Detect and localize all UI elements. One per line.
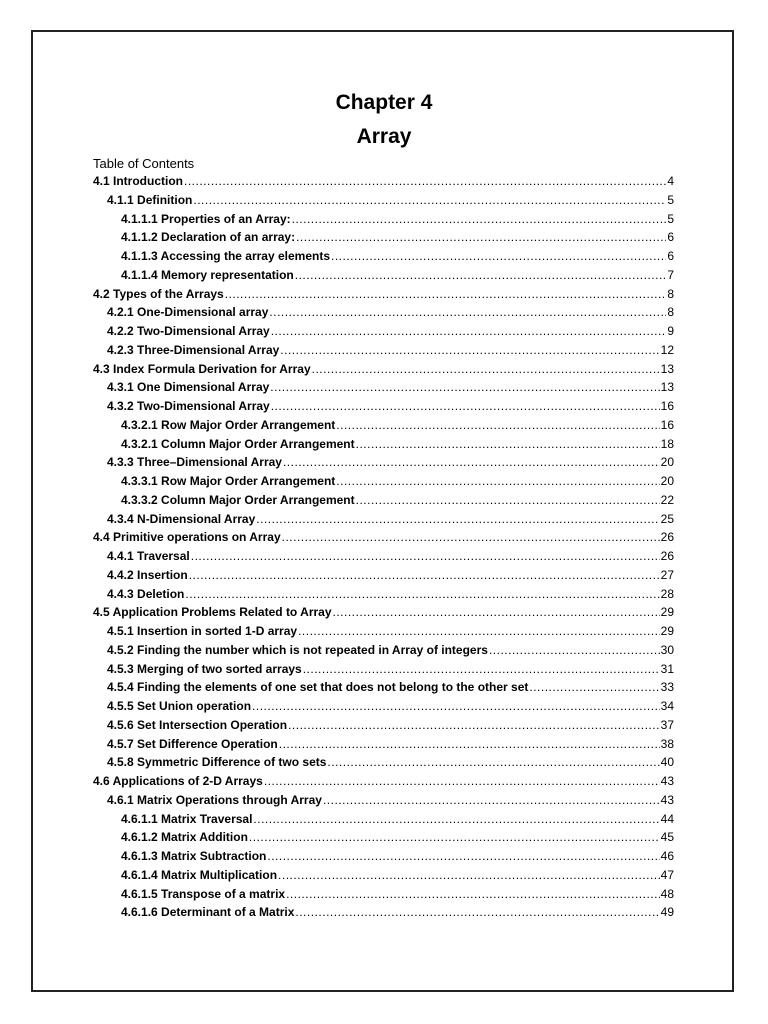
toc-page-number: 18: [660, 436, 674, 451]
toc-page-number: 43: [660, 774, 674, 788]
toc-dot-leader: [185, 587, 659, 601]
toc-entry-title: 4.5.8 Symmetric Difference of two sets: [107, 755, 327, 770]
toc-dot-leader: [529, 680, 659, 694]
toc-entry[interactable]: [93, 774, 674, 793]
toc-entry[interactable]: [93, 212, 674, 231]
toc-dot-leader: [303, 662, 660, 676]
toc-entry-title: 4.6.1.4 Matrix Multiplication: [121, 867, 278, 882]
toc-dot-leader: [269, 305, 666, 319]
toc-entry-title: 4.5.3 Merging of two sorted arrays: [107, 661, 302, 676]
toc-entry[interactable]: [93, 793, 674, 812]
toc-page-number: 16: [660, 417, 674, 432]
toc-dot-leader: [292, 212, 667, 226]
toc-dot-leader: [252, 699, 660, 713]
toc-entry-title: 4.5.2 Finding the number which is not repeated in Array of integers: [107, 642, 488, 657]
toc-entry-title: 4.1.1 Definition: [107, 192, 193, 207]
toc-entry-title: 4.3.2.1 Column Major Order Arrangement: [121, 436, 355, 451]
toc-entry-title: 4.3.3.1 Row Major Order Arrangement: [121, 474, 336, 488]
toc-page-number: 8: [667, 305, 674, 320]
toc-entry[interactable]: [93, 530, 674, 549]
toc-page-number: 8: [667, 286, 674, 301]
toc-entry[interactable]: [93, 455, 674, 474]
toc-page-number: 13: [660, 380, 674, 395]
toc-dot-leader: [283, 455, 660, 469]
toc-entry-title: 4.1.1.3 Accessing the array elements: [121, 249, 331, 263]
toc-page-number: 31: [660, 661, 674, 676]
toc-entry[interactable]: [93, 193, 674, 212]
toc-entry[interactable]: [93, 343, 674, 362]
toc-dot-leader: [288, 718, 660, 732]
toc-page-number: 20: [660, 474, 674, 488]
toc-entry-title: 4.3.2 Two-Dimensional Array: [107, 399, 270, 413]
toc-dot-leader: [331, 249, 666, 263]
toc-page-number: 33: [660, 680, 674, 695]
toc-entry[interactable]: [93, 699, 674, 718]
toc-page-number: 44: [660, 811, 674, 826]
toc-page-number: 6: [667, 230, 674, 245]
toc-page-number: 7: [667, 267, 674, 282]
toc-entry[interactable]: [93, 737, 674, 756]
toc-dot-leader: [489, 643, 660, 657]
toc-entry[interactable]: [93, 905, 674, 924]
toc-page-number: 45: [660, 830, 674, 845]
toc-entry-title: 4.3.2.1 Row Major Order Arrangement: [121, 417, 336, 432]
toc-dot-leader: [336, 418, 659, 432]
toc-dot-leader: [184, 174, 666, 188]
toc-page-number: 34: [660, 699, 674, 713]
toc-entry[interactable]: [93, 493, 674, 512]
toc-entry-title: 4.6.1 Matrix Operations through Array: [107, 792, 322, 807]
toc-dot-leader: [267, 849, 659, 863]
chapter-title: Chapter 4: [335, 91, 433, 114]
toc-dot-leader: [280, 343, 659, 357]
toc-dot-leader: [271, 399, 660, 413]
toc-entry-title: 4.6.1.5 Transpose of a matrix: [121, 886, 286, 901]
toc-dot-leader: [191, 549, 660, 563]
toc-entry[interactable]: [93, 718, 674, 737]
toc-entry[interactable]: [93, 605, 674, 624]
toc-page-number: 25: [660, 511, 674, 526]
toc-entry-title: 4.5.4 Finding the elements of one set that does not belong to the other set: [107, 680, 529, 695]
toc-entry-title: 4.6.1.1 Matrix Traversal: [121, 811, 253, 826]
toc-entry[interactable]: [93, 812, 674, 831]
toc-entry-title: 4.1.1.1 Properties of an Array:: [121, 211, 291, 226]
toc-entry-title: 4.3.3 Three–Dimensional Array: [107, 455, 282, 470]
toc-entry-title: 4.5.7 Set Difference Operation: [107, 736, 278, 751]
toc-dot-leader: [336, 474, 659, 488]
toc-entry-title: 4.5 Application Problems Related to Array: [93, 605, 332, 620]
toc-entry[interactable]: [93, 887, 674, 906]
toc-dot-leader: [270, 380, 659, 394]
toc-page-number: 46: [660, 849, 674, 863]
toc-dot-leader: [249, 830, 660, 844]
toc-entry-title: 4.3.3.2 Column Major Order Arrangement: [121, 492, 355, 507]
toc-entry[interactable]: [93, 568, 674, 587]
toc-entry[interactable]: [93, 437, 674, 456]
toc-entry[interactable]: [93, 868, 674, 887]
toc-entry[interactable]: [93, 399, 674, 418]
toc-page-number: 29: [660, 605, 674, 620]
toc-dot-leader: [298, 624, 660, 638]
toc-entry-title: 4.6.1.2 Matrix Addition: [121, 830, 248, 845]
toc-entry-title: 4.5.1 Insertion in sorted 1-D array: [107, 624, 298, 638]
toc-page-number: 38: [660, 736, 674, 751]
toc-page-number: 40: [660, 755, 674, 770]
toc-entry-title: 4.1.1.4 Memory representation: [121, 267, 294, 282]
toc-entry[interactable]: [93, 680, 674, 699]
toc-entry[interactable]: [93, 174, 674, 193]
toc-page-number: 27: [660, 567, 674, 582]
toc-dot-leader: [278, 868, 660, 882]
toc-page-number: 5: [667, 192, 674, 207]
toc-page-number: 26: [660, 530, 674, 545]
toc-page-number: 47: [660, 867, 674, 882]
toc-page-number: 43: [660, 792, 674, 807]
toc-page-number: 29: [660, 624, 674, 638]
toc-entry[interactable]: [93, 830, 674, 849]
toc-page-number: 16: [660, 399, 674, 413]
toc-entry-title: 4.4.3 Deletion: [107, 586, 185, 601]
toc-entry-title: 4.1.1.2 Declaration of an array:: [121, 230, 296, 245]
toc-entry-title: 4.5.6 Set Intersection Operation: [107, 717, 288, 732]
toc-entry-title: 4.6.1.3 Matrix Subtraction: [121, 849, 267, 863]
toc-entry[interactable]: [93, 474, 674, 493]
toc-entry[interactable]: [93, 230, 674, 249]
toc-dot-leader: [333, 605, 660, 619]
toc-dot-leader: [256, 512, 659, 526]
toc-entry-title: 4.3.4 N-Dimensional Array: [107, 511, 256, 526]
toc-dot-leader: [225, 287, 667, 301]
toc-entry[interactable]: [93, 324, 674, 343]
toc-entry[interactable]: [93, 755, 674, 774]
toc-entry[interactable]: [93, 624, 674, 643]
toc-entry[interactable]: [93, 249, 674, 268]
toc-page-number: 13: [660, 361, 674, 376]
toc-page-number: 28: [660, 586, 674, 601]
toc-entry-title: 4.6 Applications of 2-D Arrays: [93, 774, 263, 788]
toc-dot-leader: [264, 774, 660, 788]
toc-entry[interactable]: [93, 268, 674, 287]
toc-page-number: 49: [660, 905, 674, 920]
toc-dot-leader: [327, 755, 659, 769]
toc-dot-leader: [282, 530, 660, 544]
toc-page-number: 22: [660, 492, 674, 507]
toc-entry-title: 4.2.2 Two-Dimensional Array: [107, 324, 270, 338]
toc-dot-leader: [323, 793, 660, 807]
toc-page-number: 9: [667, 324, 674, 338]
toc-heading: Table of Contents: [93, 156, 195, 171]
toc-entry[interactable]: [93, 512, 674, 531]
toc-dot-leader: [279, 737, 660, 751]
toc-dot-leader: [271, 324, 667, 338]
toc-entry[interactable]: [93, 362, 674, 381]
toc-entry-title: 4.2.3 Three-Dimensional Array: [107, 342, 280, 357]
toc-entry[interactable]: [93, 587, 674, 606]
toc-dot-leader: [193, 193, 666, 207]
toc-page-number: 12: [660, 342, 674, 357]
toc-dot-leader: [286, 887, 660, 901]
toc-entry-title: 4.4.2 Insertion: [107, 567, 188, 582]
toc-entry-title: 4.3 Index Formula Derivation for Array: [93, 361, 311, 376]
toc-dot-leader: [356, 493, 660, 507]
toc-entry-title: 4.4.1 Traversal: [107, 549, 190, 563]
toc-entry-title: 4.4 Primitive operations on Array: [93, 530, 281, 545]
table-of-contents: [93, 174, 674, 924]
toc-entry-title: 4.2.1 One-Dimensional array: [107, 305, 269, 320]
toc-dot-leader: [189, 568, 660, 582]
toc-page-number: 26: [660, 549, 674, 563]
toc-page-number: 6: [667, 249, 674, 263]
toc-page-number: 37: [660, 717, 674, 732]
toc-page-number: 48: [660, 886, 674, 901]
toc-entry-title: 4.6.1.6 Determinant of a Matrix: [121, 905, 295, 920]
toc-entry[interactable]: [93, 549, 674, 568]
toc-entry-title: 4.2 Types of the Arrays: [93, 286, 224, 301]
toc-entry-title: 4.5.5 Set Union operation: [107, 699, 252, 713]
toc-dot-leader: [356, 437, 660, 451]
toc-entry[interactable]: [93, 287, 674, 306]
toc-page-number: 30: [660, 642, 674, 657]
toc-entry[interactable]: [93, 380, 674, 399]
toc-entry[interactable]: [93, 305, 674, 324]
chapter-subtitle: Array: [356, 125, 412, 148]
toc-page-number: 4: [667, 174, 674, 188]
toc-dot-leader: [295, 268, 667, 282]
toc-entry[interactable]: [93, 662, 674, 681]
toc-dot-leader: [296, 230, 666, 244]
toc-entry-title: 4.1 Introduction: [93, 174, 183, 188]
toc-page-number: 5: [667, 211, 674, 226]
toc-entry[interactable]: [93, 849, 674, 868]
toc-entry[interactable]: [93, 418, 674, 437]
toc-page-number: 20: [660, 455, 674, 470]
toc-entry-title: 4.3.1 One Dimensional Array: [107, 380, 270, 395]
toc-entry[interactable]: [93, 643, 674, 662]
toc-dot-leader: [295, 905, 659, 919]
toc-dot-leader: [312, 362, 660, 376]
toc-dot-leader: [253, 812, 659, 826]
